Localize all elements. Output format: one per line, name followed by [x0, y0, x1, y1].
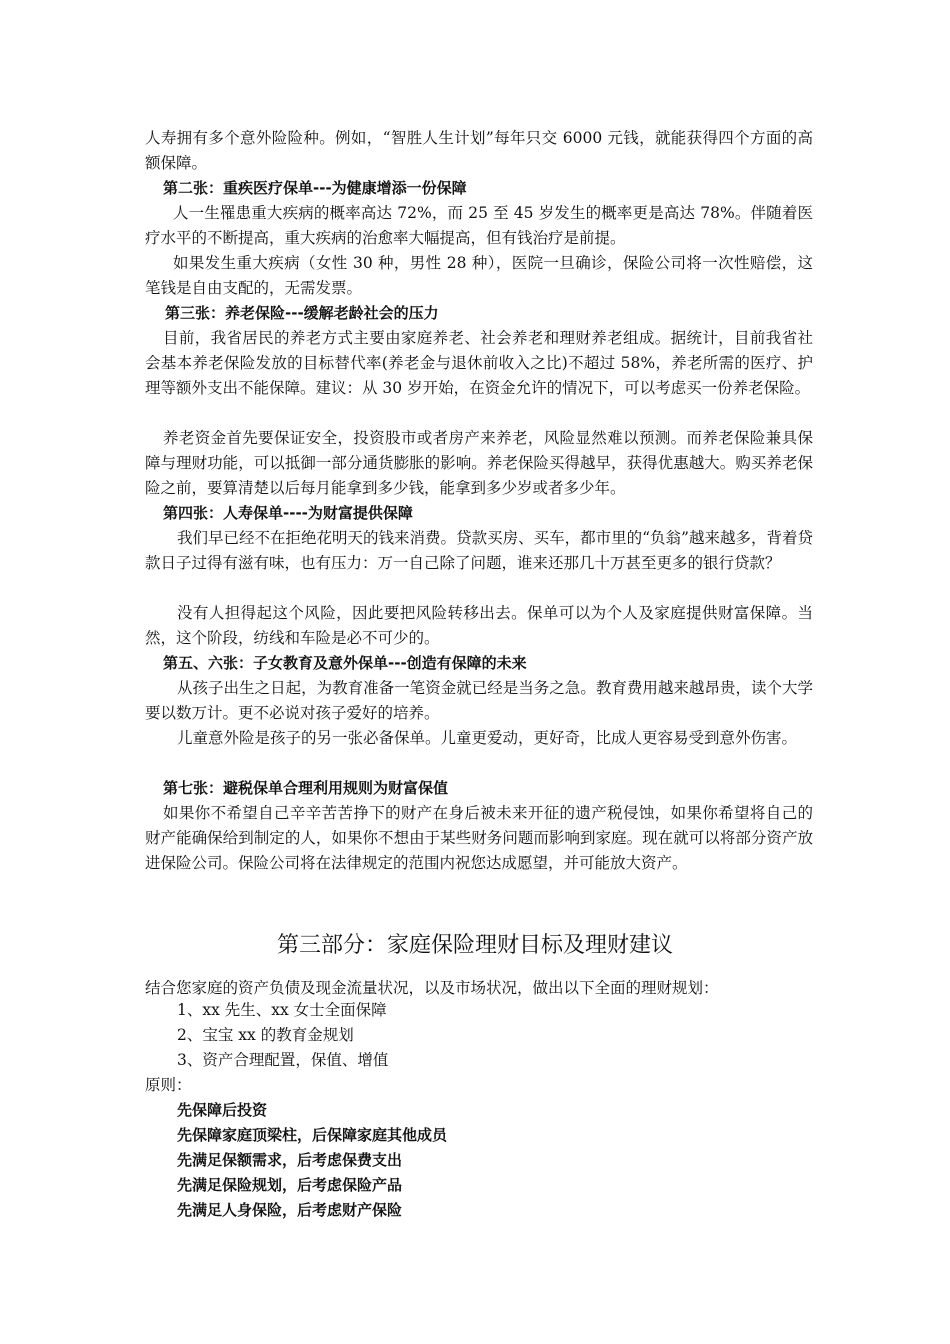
paragraph-critical-illness-rate: 人一生罹患重大疾病的概率高达 72%，而 25 至 45 岁发生的概率更是高达 78%。伴随着医疗水平的不断提高，重大疾病的治愈率大幅提高，但有钱治疗是前提。 — [145, 204, 813, 247]
paragraph-education-fund: 从孩子出生之日起，为教育准备一笔资金就已经是当务之急。教育费用越来越昂贵，读个大学要以数万计。更不必说对孩子爱好的培养。 — [145, 679, 813, 722]
plan-item-1: 1、xx 先生、xx 女士全面保障 — [177, 1001, 387, 1019]
plan-item-3: 3、资产合理配置，保值、增值 — [177, 1051, 389, 1069]
principle-item-3: 先满足保额需求，后考虑保费支出 — [177, 1151, 403, 1169]
principles-label: 原则： — [145, 1076, 192, 1094]
paragraph-pension-status: 目前，我省居民的养老方式主要由家庭养老、社会养老和理财养老组成。据统计，目前我省社会基本养老保险发放的目标替代率(养老金与退休前收入之比)不超过 58%，养老所需的医疗、护理等额外支出不能保障。建议：从 30 岁开始，在资金允许的情况下，可以考虑买一份养老保险。 — [145, 329, 813, 397]
plan-item-2: 2、宝宝 xx 的教育金规划 — [177, 1026, 354, 1044]
paragraph-child-accident: 儿童意外险是孩子的另一张必备保单。儿童更爱动，更好奇，比成人更容易受到意外伤害。 — [177, 729, 798, 747]
paragraph-loan-risk: 我们早已经不在拒绝花明天的钱来消费。贷款买房、买车，都市里的“负翁”越来越多，背着贷款日子过得有滋有味，也有压力：万一自己除了问题，谁来还那几十万甚至更多的银行贷款？ — [145, 529, 813, 572]
heading-card-4: 第四张：人寿保单----为财富提供保障 — [163, 504, 413, 522]
paragraph-pension-safety: 养老资金首先要保证安全，投资股市或者房产来养老，风险显然难以预测。而养老保险兼具保障与理财功能，可以抵御一部分通货膨胀的影响。养老保险买得越早，获得优惠越大。购买养老保险之前，要算清楚以后每月能拿到多少钱，能拿到多少岁或者多少年。 — [145, 429, 813, 497]
section-title: 第三部分：家庭保险理财目标及理财建议 — [276, 933, 673, 958]
principle-item-2: 先保障家庭顶梁柱，后保障家庭其他成员 — [177, 1126, 448, 1144]
paragraph-tax-avoidance: 如果你不希望自己辛辛苦苦挣下的财产在身后被未来开征的遗产税侵蚀，如果你希望将自己的财产能确保给到制定的人，如果你不想由于某些财务问题而影响到家庭。现在就可以将部分资产放进保险公司。保险公司将在法律规定的范围内祝您达成愿望，并可能放大资产。 — [145, 804, 813, 872]
plan-intro: 结合您家庭的资产负债及现金流量状况，以及市场状况，做出以下全面的理财规划： — [145, 979, 719, 997]
heading-card-5-6: 第五、六张：子女教育及意外保单---创造有保障的未来 — [163, 654, 527, 672]
principle-item-4: 先满足保险规划，后考虑保险产品 — [177, 1176, 403, 1194]
paragraph-critical-illness-payout: 如果发生重大疾病（女性 30 种，男性 28 种），医院一旦确诊，保险公司将一次性赔偿，这笔钱是自由支配的，无需发票。 — [145, 254, 813, 297]
principle-item-5: 先满足人身保险，后考虑财产保险 — [177, 1201, 403, 1219]
heading-card-7: 第七张：避税保单合理利用规则为财富保值 — [163, 779, 449, 797]
heading-card-2: 第二张：重疾医疗保单---为健康增添一份保障 — [163, 179, 467, 197]
principle-item-1: 先保障后投资 — [177, 1101, 268, 1119]
paragraph-risk-transfer: 没有人担得起这个风险，因此要把风险转移出去。保单可以为个人及家庭提供财富保障。当然，这个阶段，纺线和车险是必不可少的。 — [145, 604, 813, 647]
paragraph-accident-intro: 人寿拥有多个意外险险种。例如，“智胜人生计划”每年只交 6000 元钱，就能获得四个方面的高额保障。 — [145, 129, 813, 172]
heading-card-3: 第三张：养老保险---缓解老龄社会的压力 — [165, 304, 439, 322]
